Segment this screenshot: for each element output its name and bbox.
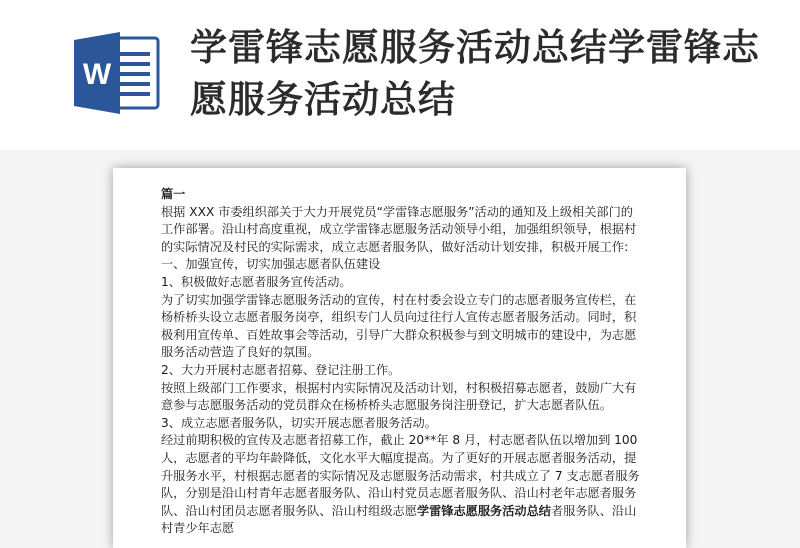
paragraph-tail: 者服务队、沿山村青少年志愿 [161,503,637,536]
document-page [113,168,686,548]
paragraph-text: 经过前期积极的宣传及志愿者招募工作，截止 20**年 8 月，村志愿者队伍以增加到 100 人，志愿者的平均年龄降低，文化水平大幅度提高。为了更好的开展志愿者服务活动，提升服务水平，村根据志愿者的实际情况及志愿服务活动需求，村共成立了 7 支志愿者服务队，分别是沿山村青年志愿者服务队、沿山村党员志愿者服务队、沿山村老年志愿者服务队、沿山村团员志愿者服务队、沿山村组级志愿 [161,433,640,518]
paragraph: 2、大力开展村志愿者招募、登记注册工作。 [161,362,401,377]
paragraph: 一、加强宣传，切实加强志愿者队伍建设 [161,257,381,272]
watermark-title-inline: 学雷锋志愿服务活动总结 [416,503,551,518]
word-icon-letter: W [82,58,112,91]
document-content [161,186,643,538]
paragraph: 1、积极做好志愿者服务宣传活动。 [161,274,352,289]
paragraph: 3、成立志愿者服务队，切实开展志愿者服务活动。 [161,415,437,430]
page-title: 学雷锋志愿服务活动总结学雷锋志愿服务活动总结 [190,26,760,121]
paragraph: 按照上级部门工作要求，根据村内实际情况及活动计划，村积极招募志愿者，鼓励广大有意参与志愿服务活动的党员群众在杨桥桥头志愿服务岗注册登记，扩大志愿者队伍。 [161,380,637,413]
header [0,0,800,150]
paragraph: 为了切实加强学雷锋志愿服务活动的宣传，村在村委会设立专门的志愿者服务宣传栏，在杨桥桥头设立志愿者服务岗亭，组织专门人员向过往行人宣传志愿者服务活动。同时，积极利用宣传单、百姓故事会等活动，引导广大群众积极参与到文明城市的建设中，为志愿服务活动营造了良好的氛围。 [161,292,637,360]
word-document-icon [70,30,162,116]
paragraph: 根据 XXX 市委组织部关于大力开展党员“学雷锋志愿服务”活动的通知及上级相关部门的工作部署。沿山村高度重视，成立学雷锋志愿服务活动领导小组，加强组织领导，根据村的实际情况及村民的实际需求，成立志愿者服务队，做好活动计划安排，积极开展工作: [161,204,637,254]
section-heading: 篇一 [161,187,186,201]
paragraph [161,432,643,538]
